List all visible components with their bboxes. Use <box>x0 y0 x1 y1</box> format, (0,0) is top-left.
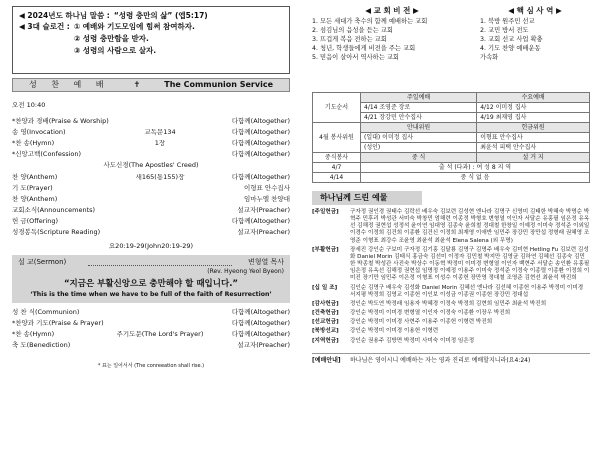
order-who: 설교자(Preacher) <box>237 227 290 236</box>
offering-names: 장세진 강인순 구보미 구자정 김기홍 김달룡 김명구 김명주 배우숙 김미현 Hetling Fu 김보련 김성화 Daniel Morin 김태식 홍금숙 김선미 이정자 김민철 박지만 김영균 김하연 김혜선 김종숙 김민한 박종철 박성관 사진숙 박상수 이동혁 박정미 이미경 변형열 이인자 백현주 서달순 송인환 유홍필 임은정 유옥선 김해정 권현섭 임명정 이예정 이용주 이미숙 정석준 이정숙 이종렬 이종환 이정희 이미진 장기만 임민주 이은정 이형표 이성수 이종헌 장만영 정대철 조영준 김현선 최윤석 박진희 <box>350 246 590 282</box>
order-who: 다함께(Altogether) <box>231 307 290 316</box>
order-group-3 <box>12 309 290 353</box>
service-title-ko: 성 찬 예 배 <box>28 80 110 90</box>
offering-category: [지역헌금] <box>312 337 339 344</box>
order-who: 임마누엘 찬양대 <box>243 194 290 203</box>
mission-item: 3. 교회 선교 사업 확충 <box>480 36 543 44</box>
service-time: 오전 10:40 <box>12 101 46 109</box>
offering-names: 강인순 박정미 이미경 변형열 이인자 이정숙 이종환 이장우 박진희 <box>350 310 511 317</box>
offering-names: 강인순 박정미 이미경 사현주 이용주 이종헌 이형련 박진희 <box>350 319 493 326</box>
col-header: 주일예배 <box>361 93 477 103</box>
order-who: 다함께(Altogether) <box>231 149 290 158</box>
cross-icon: ✝ <box>133 80 141 90</box>
creed-title: 사도신경(The Apostles' Creed) <box>103 160 199 169</box>
order-who: 다함께(Altogether) <box>231 138 290 147</box>
duty-cell: (일대) 이미정 집사 <box>361 133 477 143</box>
offering-names: 김인순 김명구 배우숙 김성화 Daniel Morin 김혜선 엔나라 김선혜 이종헌 이용주 박정미 이미경 서지평 박정희 김영교 이종헌 이인보 이성금 이종권 이종헌 장강민 정대섭 <box>350 284 584 298</box>
vision-item: 5. 믿음이 살아서 역사하는 교회 <box>312 54 400 62</box>
mission-item: 가속화 <box>480 54 499 62</box>
order-name: 찬 양(Anthem) <box>12 172 58 181</box>
order-name: 축 도(Benediction) <box>12 340 71 349</box>
sermon-dots <box>88 258 232 266</box>
offering-row <box>312 247 590 283</box>
offering-category: [십 일 조] <box>312 284 338 291</box>
theme-label: ◀ 2024년도 하나님 말씀 : <box>19 11 110 20</box>
order-who: 다함께(Altogether) <box>231 318 290 327</box>
footnote: * 표는 일어서서 (The conreeation shall rise.) <box>97 362 205 369</box>
order-name: 기 도(Prayer) <box>12 183 53 192</box>
order-name: 성경봉독(Scripture Reading) <box>12 227 101 236</box>
order-mid: 1장 <box>154 139 166 147</box>
duty-cell: 이형표 안수집사 <box>477 133 590 143</box>
sermon-box <box>12 255 290 303</box>
duty-cell: 4/19 최재영 집사 <box>477 113 590 123</box>
sermon-title: “지금은 부활신앙으로 충만해야 할 때입니다.” <box>63 279 239 290</box>
meal-date: 4/14 <box>313 173 361 183</box>
sermon-label: 설 교(Sermon) <box>18 257 67 266</box>
order-name: *찬양과 기도(Praise & Prayer) <box>12 318 104 327</box>
duty-cell: 4/14 조영준 장로 <box>361 103 477 113</box>
core-ministry <box>480 6 590 92</box>
sermon-preacher-en: (Rev. Hyeong Yeol Byeon) <box>207 267 284 275</box>
offering-list <box>312 209 590 345</box>
offering-category: [북방선교] <box>312 328 339 335</box>
service-banner <box>12 78 290 92</box>
col-header: 헌금위원 <box>477 123 590 133</box>
mission-item: 4. 기도 찬양 예배운동 <box>480 45 541 53</box>
order-mid: 교독문134 <box>144 128 176 136</box>
duty-cell: 4/12 이미정 집사 <box>477 103 590 113</box>
meal-date: 4/7 <box>313 163 361 173</box>
duty-table <box>312 92 590 183</box>
worship-guide <box>312 353 590 364</box>
sermon-preacher: 변형열 목사 <box>247 257 284 266</box>
col-header: 설 거 지 <box>477 153 590 163</box>
duty-cell: 4/21 장강민 안수집사 <box>361 113 477 123</box>
goals-row <box>19 22 283 58</box>
order-name: 찬 양(Anthem) <box>12 194 58 203</box>
goal-item: ③ 성령의 사람으로 살자. <box>73 46 157 55</box>
offering-row <box>312 310 590 317</box>
order-who: 다함께(Altogether) <box>231 216 290 225</box>
offering-row <box>312 209 590 245</box>
order-name: 성 찬 식(Communion) <box>12 307 80 316</box>
vision-item: 3. 뜨겁게 복음 전하는 교회 <box>312 36 387 44</box>
vision-mission-section <box>312 6 590 92</box>
offering-category: [건축헌금] <box>312 310 339 317</box>
order-who: 설교자(Preacher) <box>237 340 290 349</box>
right-page <box>300 0 600 463</box>
goal-list <box>74 22 195 58</box>
order-who: 다함께(Altogether) <box>231 127 290 136</box>
order-name: 교회소식(Announcements) <box>12 205 96 214</box>
offering-category: [선교헌금] <box>312 319 339 326</box>
offering-category: [감사헌금] <box>312 300 339 307</box>
offering-names: 정인순 박도연 박정래 임용자 박혜경 이정숙 박정희 김현희 임민주 최윤석 박진희 <box>350 300 547 307</box>
order-group-2 <box>12 174 290 240</box>
offering-row <box>312 338 590 345</box>
duty-cell: 최윤석 피택 안수집사 <box>477 143 590 153</box>
order-who: 다함께(Altogether) <box>231 172 290 181</box>
vision-item: 2. 섬김님의 음성을 듣는 교회 <box>312 27 393 35</box>
sermon-title-en: ‘This is the time when we have to be full of the faith of Resurrection’ <box>30 291 272 299</box>
goal-item: ② 성령 충만함을 받자. <box>73 34 149 43</box>
order-row <box>12 229 290 240</box>
offering-row <box>312 319 590 326</box>
mission-item: 2. 교민 방서 전도 <box>480 27 529 35</box>
vision-title: ◀ 교 회 비 전 ▶ <box>365 6 419 15</box>
order-row <box>12 342 290 353</box>
order-who: 설교자(Preacher) <box>237 205 290 214</box>
scripture-reference: 요20:19-29(John20:19-29) <box>108 241 194 250</box>
theme-row <box>19 11 283 20</box>
order-name: *찬양과 경배(Praise & Worship) <box>12 116 109 125</box>
worship-guide-label: [예배안내] <box>312 356 341 364</box>
offering-banner: 하나님께 드린 예물 <box>312 191 422 205</box>
order-who: 다함께(Altogether) <box>231 116 290 125</box>
mission-item: 1. 북방 원주민 선교 <box>480 18 535 25</box>
order-name: 헌 금(Offering) <box>12 216 59 225</box>
offering-row <box>312 328 590 335</box>
order-name: *찬 송(Hymn) <box>12 138 55 147</box>
duty-cell: (성인) <box>361 143 477 153</box>
worship-guide-text: 하나님은 영이시니 예배하는 자는 영과 진리로 예배할지니라(요4:24) <box>350 356 531 364</box>
order-group-1 <box>12 118 290 162</box>
meal-label: 중식봉사 <box>313 153 361 163</box>
meal-detail: 중 식 없 음 <box>361 173 590 183</box>
service-title-en: The Communion Service <box>164 80 274 90</box>
theme-text: “성령 충만의 삶” (엡5:17) <box>113 11 208 20</box>
offering-names: 강인순 박정미 이미경 이용헌 이형련 <box>350 328 439 335</box>
order-name: 송 영(Invocation) <box>12 127 66 136</box>
meal-detail: 출 석 (다과) : 여 성 8 지 역 <box>361 163 590 173</box>
order-name: *신앙고백(Confession) <box>12 149 82 158</box>
col-header: 중 식 <box>361 153 477 163</box>
church-vision <box>312 6 472 92</box>
vision-item: 1. 모든 세대가 축수의 함께 예배하는 교회 <box>312 18 428 25</box>
offering-names: 강인순 권용주 김방면 박정미 사미숙 이미정 임은정 <box>350 337 475 344</box>
mission-title: ◀ 핵 심 사 역 ▶ <box>508 6 562 15</box>
order-who: 이형표 안수집사 <box>243 183 290 192</box>
col-header: 수요예배 <box>477 93 590 103</box>
order-mid: 주기도문(The Lord's Prayer) <box>116 330 204 338</box>
prayer-order-label: 기도순서 <box>313 93 361 123</box>
order-name: *찬 송(Hymn) <box>12 329 55 338</box>
order-mid: 새165(통155)장 <box>135 173 185 181</box>
theme-box <box>12 6 290 74</box>
vision-item: 4. 청년, 학생들에게 비전을 주는 교회 <box>312 45 416 53</box>
offering-row <box>312 285 590 299</box>
order-who: 다함께(Altogether) <box>231 329 290 338</box>
offering-names: 구자정 권인경 권태수 김락선 배우숙 김보련 김성현 엔나라 김명구 신영미 김태한 박혜숙 박명순 박혁주 민후리 박성관 서미숙 박창민 엄해련 이종정 박형호 변형열 이인자 서달순 유홍필 임은정 유옥선 김해정 권현섭 성정석 윤이연 임대영 김종숙 윤희철 정대철 한창일 이예정 이미숙 정석준 이외일 이경수 이정희 김건희 이종환 김건신 이정희 최재영 이애반 임민주 장강민 장만섭 정형래 권혜영 조영준 이형표 최강수 조윤영 최윤석 최윤석 Elena Salena (외 무명) <box>350 209 590 244</box>
goals-label: ◀ 3대 슬로건 : <box>19 22 70 31</box>
offering-category: [부활헌금] <box>312 246 339 253</box>
offering-row <box>312 301 590 308</box>
offering-category: [주일헌금] <box>312 209 339 215</box>
goal-item: ① 예배와 기도모임에 힘써 참여하자. <box>73 22 195 31</box>
serve-label: 4월 봉사위원 <box>313 123 361 153</box>
sermon-head <box>18 258 284 266</box>
col-header: 안내위원 <box>361 123 477 133</box>
